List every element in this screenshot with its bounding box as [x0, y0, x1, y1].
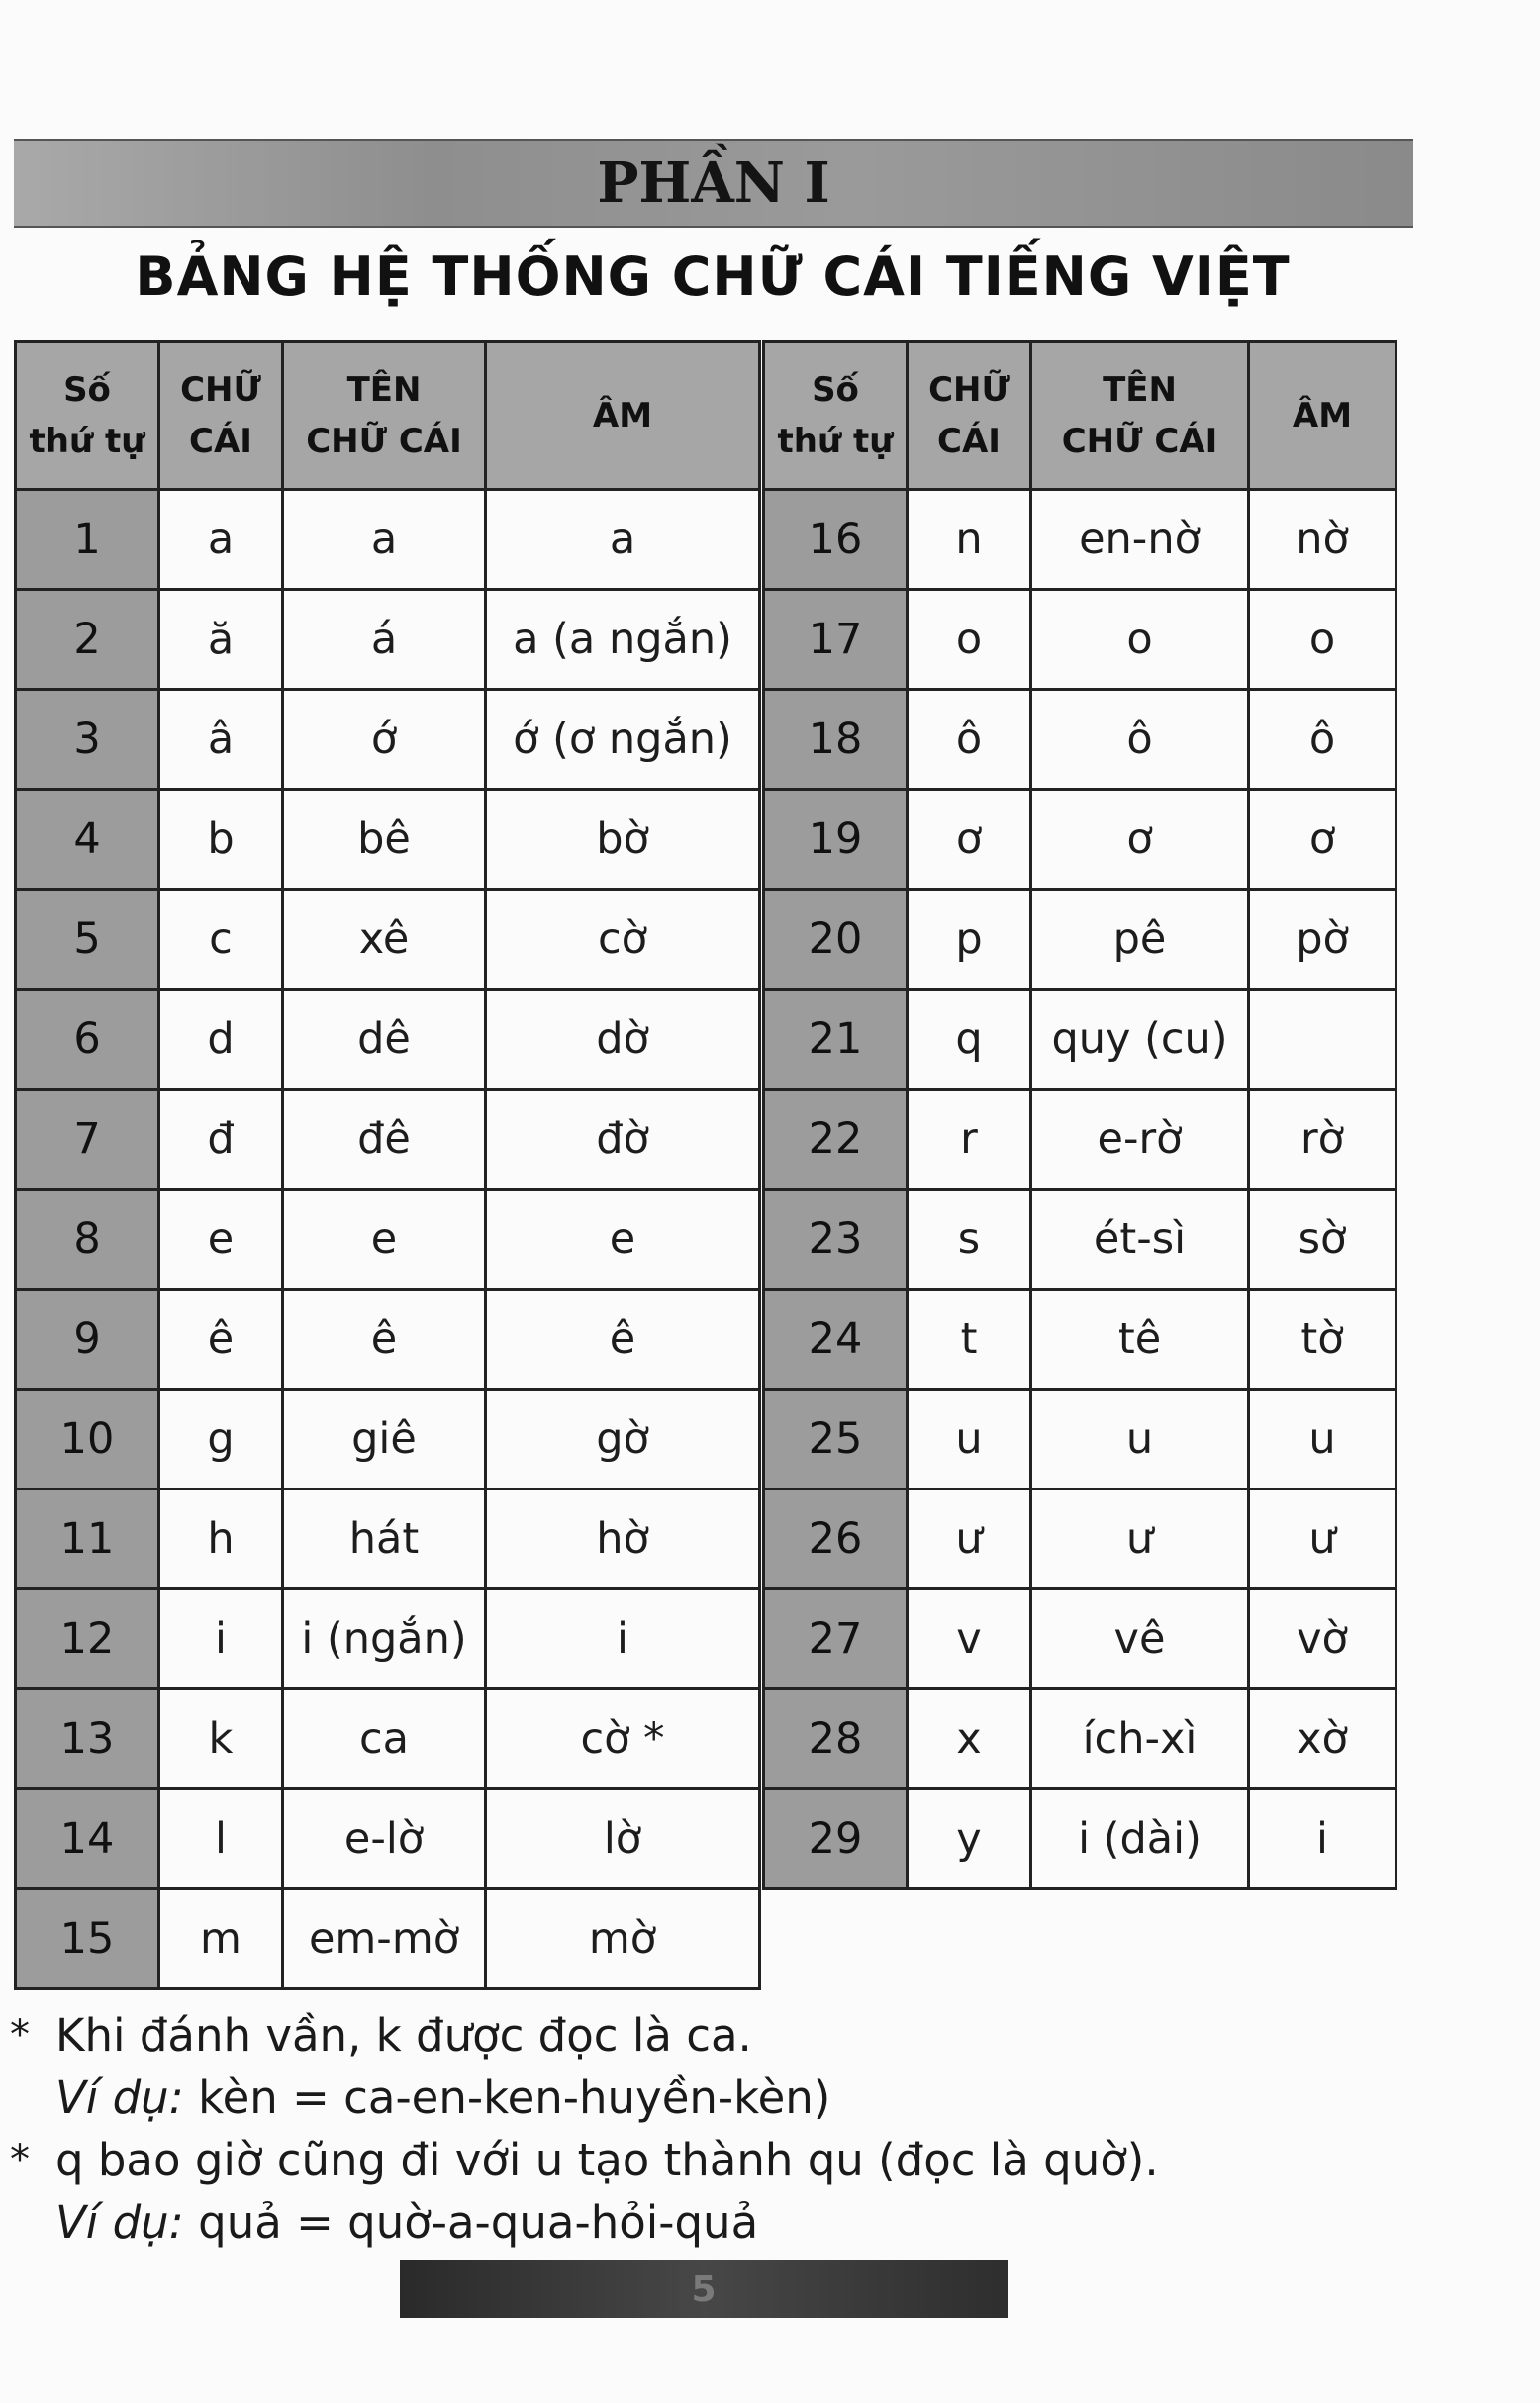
- table-row: [16, 1889, 760, 1989]
- page-number: 5: [691, 2268, 717, 2310]
- letter-cell: ơ: [908, 790, 1031, 890]
- order-cell: 27: [764, 1589, 908, 1689]
- table-row: [764, 890, 1396, 990]
- letter-cell: x: [908, 1689, 1031, 1789]
- sound-cell: a (a ngắn): [486, 590, 760, 690]
- letter-cell: ư: [908, 1490, 1031, 1589]
- letter-cell: t: [908, 1290, 1031, 1390]
- letter-cell: o: [908, 590, 1031, 690]
- order-cell: 2: [16, 590, 159, 690]
- letter-name-cell: i (dài): [1031, 1789, 1249, 1889]
- letter-cell: i: [159, 1589, 283, 1689]
- note-1-example: [0, 2067, 1386, 2129]
- table-header-row: [764, 342, 1396, 490]
- order-cell: 9: [16, 1290, 159, 1390]
- sound-cell: pờ: [1249, 890, 1396, 990]
- table-row: [764, 1589, 1396, 1689]
- order-cell: 24: [764, 1290, 908, 1390]
- letter-cell: ă: [159, 590, 283, 690]
- order-cell: 29: [764, 1789, 908, 1889]
- header-order: Số thứ tự: [16, 342, 159, 490]
- letter-cell: â: [159, 690, 283, 790]
- order-cell: 17: [764, 590, 908, 690]
- table-row: [16, 990, 760, 1090]
- letter-cell: m: [159, 1889, 283, 1989]
- sound-cell: ư: [1249, 1490, 1396, 1589]
- letter-cell: k: [159, 1689, 283, 1789]
- letter-name-cell: a: [283, 490, 486, 590]
- sound-cell: i: [1249, 1789, 1396, 1889]
- letter-cell: s: [908, 1190, 1031, 1290]
- example-label: Ví dụ:: [55, 2071, 184, 2124]
- letter-name-cell: á: [283, 590, 486, 690]
- letter-cell: l: [159, 1789, 283, 1889]
- letter-cell: đ: [159, 1090, 283, 1190]
- letter-cell: r: [908, 1090, 1031, 1190]
- letter-name-cell: en-nờ: [1031, 490, 1249, 590]
- sound-cell: cờ *: [486, 1689, 760, 1789]
- letter-name-cell: ích-xì: [1031, 1689, 1249, 1789]
- note-2-example: [0, 2191, 1386, 2254]
- table-row: [16, 490, 760, 590]
- sound-cell: ê: [486, 1290, 760, 1390]
- note-text: Khi đánh vần, k được đọc là ca.: [55, 2009, 752, 2062]
- header-sound: ÂM: [486, 342, 760, 490]
- note-text: q bao giờ cũng đi với u tạo thành qu (đọc là quờ).: [55, 2134, 1159, 2186]
- sound-cell: đờ: [486, 1090, 760, 1190]
- header-sound: ÂM: [1249, 342, 1396, 490]
- letter-name-cell: ét-sì: [1031, 1190, 1249, 1290]
- order-cell: 23: [764, 1190, 908, 1290]
- table-row: [16, 1689, 760, 1789]
- letter-name-cell: ê: [283, 1290, 486, 1390]
- example-text: quả = quờ-a-qua-hỏi-quả: [198, 2196, 759, 2249]
- table-row: [764, 690, 1396, 790]
- asterisk-icon: *: [10, 2137, 30, 2182]
- header-letter: CHỮ CÁI: [908, 342, 1031, 490]
- table-row: [764, 990, 1396, 1090]
- order-cell: 18: [764, 690, 908, 790]
- letter-name-cell: ca: [283, 1689, 486, 1789]
- order-cell: 16: [764, 490, 908, 590]
- table-row: [764, 1390, 1396, 1490]
- asterisk-icon: *: [10, 2012, 30, 2058]
- order-cell: 10: [16, 1390, 159, 1490]
- sound-cell: a: [486, 490, 760, 590]
- sound-cell: dờ: [486, 990, 760, 1090]
- notes: [0, 2004, 1386, 2254]
- sound-cell: rờ: [1249, 1090, 1396, 1190]
- page-footer: [400, 2260, 1008, 2318]
- header-order: Số thứ tự: [764, 342, 908, 490]
- letter-name-cell: ơ: [1031, 790, 1249, 890]
- table-row: [16, 790, 760, 890]
- letter-name-cell: i (ngắn): [283, 1589, 486, 1689]
- sound-cell: hờ: [486, 1490, 760, 1589]
- table-row: [16, 1390, 760, 1490]
- letter-name-cell: ư: [1031, 1490, 1249, 1589]
- table-row: [16, 1589, 760, 1689]
- letter-cell: u: [908, 1390, 1031, 1490]
- letter-name-cell: bê: [283, 790, 486, 890]
- letter-name-cell: pê: [1031, 890, 1249, 990]
- letter-name-cell: tê: [1031, 1290, 1249, 1390]
- sound-cell: mờ: [486, 1889, 760, 1989]
- letter-name-cell: dê: [283, 990, 486, 1090]
- table-row: [16, 1490, 760, 1589]
- letter-name-cell: xê: [283, 890, 486, 990]
- table-row: [16, 1789, 760, 1889]
- letter-cell: c: [159, 890, 283, 990]
- letter-name-cell: u: [1031, 1390, 1249, 1490]
- order-cell: 21: [764, 990, 908, 1090]
- sound-cell: o: [1249, 590, 1396, 690]
- letter-cell: g: [159, 1390, 283, 1490]
- table-row: [16, 1290, 760, 1390]
- order-cell: 14: [16, 1789, 159, 1889]
- letter-name-cell: vê: [1031, 1589, 1249, 1689]
- letter-name-cell: em-mờ: [283, 1889, 486, 1989]
- letter-cell: a: [159, 490, 283, 590]
- sound-cell: lờ: [486, 1789, 760, 1889]
- table-row: [16, 690, 760, 790]
- note-1: [0, 2004, 1386, 2067]
- table-header-row: [16, 342, 760, 490]
- order-cell: 13: [16, 1689, 159, 1789]
- letter-name-cell: e-rờ: [1031, 1090, 1249, 1190]
- table-row: [764, 1290, 1396, 1390]
- letter-cell: p: [908, 890, 1031, 990]
- header-letter-name: TÊN CHỮ CÁI: [1031, 342, 1249, 490]
- letter-name-cell: hát: [283, 1490, 486, 1589]
- letter-cell: v: [908, 1589, 1031, 1689]
- header-letter: CHỮ CÁI: [159, 342, 283, 490]
- letter-name-cell: ớ: [283, 690, 486, 790]
- sound-cell: cờ: [486, 890, 760, 990]
- table-row: [16, 1090, 760, 1190]
- letter-name-cell: o: [1031, 590, 1249, 690]
- table-row: [764, 590, 1396, 690]
- sound-cell: [1249, 990, 1396, 1090]
- sound-cell: gờ: [486, 1390, 760, 1490]
- table-row: [764, 790, 1396, 890]
- order-cell: 20: [764, 890, 908, 990]
- note-2: [0, 2129, 1386, 2191]
- letter-name-cell: quy (cu): [1031, 990, 1249, 1090]
- letter-cell: ô: [908, 690, 1031, 790]
- table-row: [16, 590, 760, 690]
- page-title: BẢNG HỆ THỐNG CHỮ CÁI TIẾNG VIỆT: [135, 245, 1291, 308]
- letter-cell: d: [159, 990, 283, 1090]
- sound-cell: xờ: [1249, 1689, 1396, 1789]
- letter-name-cell: ô: [1031, 690, 1249, 790]
- order-cell: 25: [764, 1390, 908, 1490]
- letter-name-cell: e: [283, 1190, 486, 1290]
- table-row: [764, 1689, 1396, 1789]
- letter-name-cell: e-lờ: [283, 1789, 486, 1889]
- order-cell: 5: [16, 890, 159, 990]
- table-row: [764, 1490, 1396, 1589]
- section-banner: [14, 139, 1413, 228]
- sound-cell: nờ: [1249, 490, 1396, 590]
- order-cell: 22: [764, 1090, 908, 1190]
- table-row: [764, 490, 1396, 590]
- order-cell: 7: [16, 1090, 159, 1190]
- letter-cell: ê: [159, 1290, 283, 1390]
- letter-name-cell: giê: [283, 1390, 486, 1490]
- sound-cell: i: [486, 1589, 760, 1689]
- table-row: [764, 1190, 1396, 1290]
- letter-cell: h: [159, 1490, 283, 1589]
- letter-name-cell: đê: [283, 1090, 486, 1190]
- table-row: [764, 1090, 1396, 1190]
- order-cell: 11: [16, 1490, 159, 1589]
- order-cell: 1: [16, 490, 159, 590]
- example-label: Ví dụ:: [55, 2196, 184, 2249]
- order-cell: 19: [764, 790, 908, 890]
- letter-cell: y: [908, 1789, 1031, 1889]
- table-row: [16, 890, 760, 990]
- sound-cell: ơ: [1249, 790, 1396, 890]
- sound-cell: bờ: [486, 790, 760, 890]
- table-row: [16, 1190, 760, 1290]
- sound-cell: tờ: [1249, 1290, 1396, 1390]
- order-cell: 26: [764, 1490, 908, 1589]
- header-letter-name: TÊN CHỮ CÁI: [283, 342, 486, 490]
- letter-cell: e: [159, 1190, 283, 1290]
- order-cell: 4: [16, 790, 159, 890]
- order-cell: 6: [16, 990, 159, 1090]
- sound-cell: e: [486, 1190, 760, 1290]
- sound-cell: u: [1249, 1390, 1396, 1490]
- section-title: PHẦN I: [597, 150, 830, 216]
- letter-cell: q: [908, 990, 1031, 1090]
- sound-cell: ô: [1249, 690, 1396, 790]
- order-cell: 28: [764, 1689, 908, 1789]
- alphabet-table-left: [14, 340, 761, 1990]
- letter-cell: n: [908, 490, 1031, 590]
- sound-cell: sờ: [1249, 1190, 1396, 1290]
- order-cell: 8: [16, 1190, 159, 1290]
- order-cell: 12: [16, 1589, 159, 1689]
- order-cell: 3: [16, 690, 159, 790]
- letter-cell: b: [159, 790, 283, 890]
- table-row: [764, 1789, 1396, 1889]
- sound-cell: vờ: [1249, 1589, 1396, 1689]
- sound-cell: ớ (ơ ngắn): [486, 690, 760, 790]
- order-cell: 15: [16, 1889, 159, 1989]
- alphabet-table-right: [762, 340, 1397, 1890]
- example-text: kèn = ca-en-ken-huyền-kèn): [198, 2071, 831, 2124]
